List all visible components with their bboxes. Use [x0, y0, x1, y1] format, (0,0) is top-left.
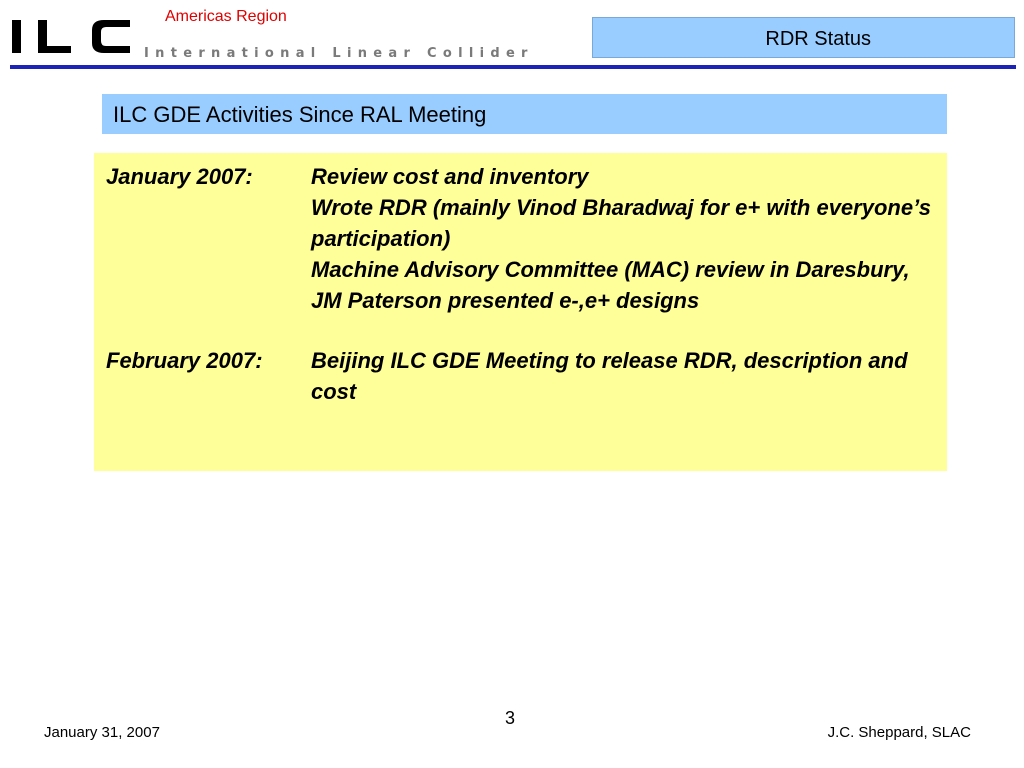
entry-items	[311, 345, 941, 407]
section-heading: ILC GDE Activities Since RAL Meeting	[113, 102, 487, 127]
logo-subtitle: International Linear Collider	[144, 46, 534, 61]
region-label: Americas Region	[165, 8, 287, 25]
slide-title-bar	[592, 17, 1015, 58]
section-heading-bar	[102, 94, 947, 134]
footer-date: January 31, 2007	[44, 724, 160, 741]
page-number: 3	[505, 708, 516, 728]
activities-box	[94, 153, 947, 471]
slide-title: RDR Status	[765, 28, 871, 50]
entry-item: Wrote RDR (mainly Vinod Bharadwaj for e+ with everyone’s participation)	[311, 195, 932, 251]
entry-item: Review cost and inventory	[311, 164, 589, 189]
header-divider	[10, 65, 1016, 69]
entry-item: Beijing ILC GDE Meeting to release RDR, description and cost	[311, 348, 908, 404]
entry-item: Machine Advisory Committee (MAC) review in Daresbury, JM Paterson presented e-,e+ designs	[311, 257, 910, 313]
entry-date: January 2007:	[106, 164, 253, 189]
entry-items	[311, 161, 941, 316]
ilc-logo	[8, 12, 148, 62]
entry-date: February 2007:	[106, 348, 263, 373]
footer-author: J.C. Sheppard, SLAC	[827, 724, 971, 741]
